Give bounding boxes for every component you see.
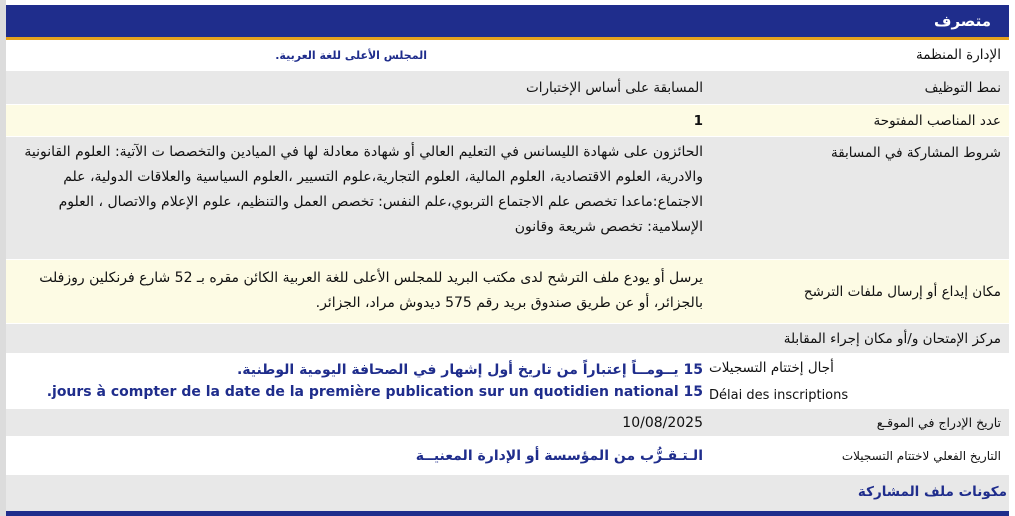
positions-label: عدد المناصب المفتوحة [873,112,1001,129]
deadline-label-fr: Délai des inscriptions [709,387,849,403]
deadline-value-fr: 15 jours à compter de la date de la première publication sur un quotidien national. [46,384,703,400]
conditions-value: الحائزون على شهادة الليسانس في التعليم العالي أو شهادة معادلة لها في الميادين والتخصصا ت الآتية: العلوم القانونية والادرية، العلوم الاقتصادية، العلوم المالية، العلوم التجارية،علوم التسيير ،العلوم السياسية والعلاقات الدولية، علم الاجتماع:ماعدا تخصص علم الاجتماع التربوي،علم النفس: تخصص العمل والتنظيم، علوم الإعلام والاتصال ، العلوم الإسلامية: تخصص شريعة وقانون [24,144,703,235]
conditions-label: شروط المشاركة في المسابقة [830,145,1001,161]
positions-value: 1 [693,112,703,129]
row-actual-close [6,437,1009,475]
posted-date-value: 10/08/2025 [622,414,703,431]
footer-accent-line [6,511,1009,516]
row-submission [6,260,1009,324]
deadline-values [13,354,703,408]
posted-date-label: تاريخ الإدراج في الموقـع [876,415,1001,430]
row-posted-date [6,409,1009,437]
exam-center-value [13,324,703,353]
file-components-heading: مكونات ملف المشاركة [857,484,1007,500]
submission-value: يرسل أو يودع ملف الترشح لدى مكتب البريد للمجلس الأعلى للغة العربية الكائن مقره بـ 52 شارع فرنكلين روزفلت بالجزائر، أو عن طريق صندوق بريد رقم 575 ديدوش مراد، الجزائر. [39,270,703,311]
actual-close-label: التاريخ الفعلي لاختتام التسجيلات [841,448,1001,463]
hiring-mode-value: المسابقة على أساس الإختبارات [526,79,703,96]
row-positions [6,105,1009,137]
organization-value: المجلس الأعلى للغة العربية. [275,48,427,62]
exam-center-label: مركز الإمتحان و/أو مكان إجراء المقابلة [783,330,1001,347]
job-listing-table [6,0,1015,516]
organization-label: الإدارة المنظمة [916,47,1001,63]
job-title: متصرف [934,12,991,30]
row-hiring-mode [6,71,1009,105]
row-conditions [6,137,1009,260]
deadline-value: 15 يــومــاً إعتباراً من تاريخ أول إشهار في الصحافة اليومية الوطنية. [236,362,703,378]
deadline-labels [709,354,1009,408]
deadline-label: أجال إختتام التسجيلات [709,359,834,376]
actual-close-value: الـتـقـرُّب من المؤسسة أو الإدارة المعنيــة [415,447,703,464]
row-exam-center [6,324,1009,354]
row-deadline [6,354,1009,409]
row-organization [6,40,1009,71]
hiring-mode-label: نمط التوظيف [924,79,1001,96]
job-title-header [6,5,1009,37]
submission-label: مكان إيداع أو إرسال ملفات الترشح [803,283,1001,300]
